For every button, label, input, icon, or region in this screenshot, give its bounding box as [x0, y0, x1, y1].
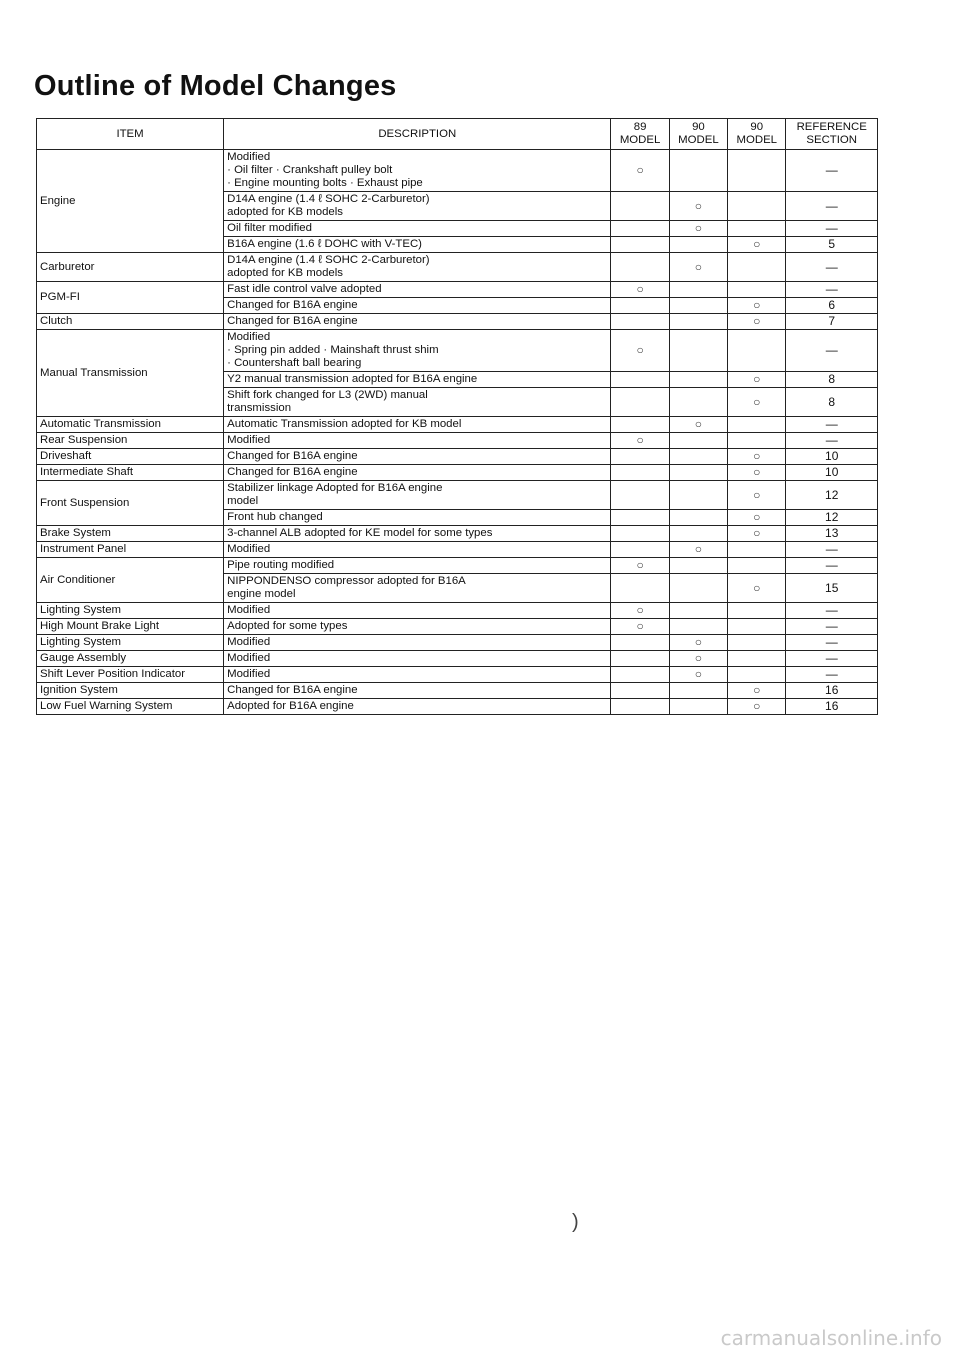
header-89-model [611, 119, 669, 150]
description-line: transmission [227, 402, 292, 414]
mark-89-model [611, 314, 669, 330]
description-line: B16A engine (1.6 ℓ DOHC with V-TEC) [227, 238, 422, 250]
description-line: adopted for KB models [227, 206, 343, 218]
reference-section-cell: 5 [786, 237, 878, 253]
header-section-label: SECTION [806, 134, 858, 146]
header-89-model-year: 89 [633, 121, 647, 133]
reference-section-cell: 8 [786, 388, 878, 417]
description-cell [224, 330, 611, 372]
mark-90-model-b: ○ [728, 314, 786, 330]
mark-89-model [611, 372, 669, 388]
reference-section-cell: 16 [786, 699, 878, 715]
mark-90-model-a [669, 619, 727, 635]
table-row [37, 619, 878, 635]
header-90-model-b [728, 119, 786, 150]
item-cell: Rear Suspension [37, 433, 224, 449]
description-line: Oil filter modified [227, 222, 312, 234]
description-cell [224, 465, 611, 481]
reference-section-cell: 6 [786, 298, 878, 314]
description-line: Automatic Transmission adopted for KB model [227, 418, 462, 430]
description-line: adopted for KB models [227, 267, 343, 279]
table-row [37, 558, 878, 574]
mark-89-model: ○ [611, 282, 669, 298]
reference-section-cell: — [786, 330, 878, 372]
description-line: · Countershaft ball bearing [227, 357, 362, 369]
table-header-row [37, 119, 878, 150]
mark-90-model-b: ○ [728, 237, 786, 253]
mark-90-model-b [728, 192, 786, 221]
mark-90-model-b [728, 603, 786, 619]
table-row [37, 526, 878, 542]
reference-section-cell: 8 [786, 372, 878, 388]
description-line: Adopted for some types [227, 620, 348, 632]
mark-90-model-a [669, 449, 727, 465]
table-body [37, 150, 878, 715]
description-cell [224, 298, 611, 314]
mark-90-model-a [669, 330, 727, 372]
mark-90-model-b [728, 282, 786, 298]
reference-section-cell: — [786, 558, 878, 574]
mark-90-model-b [728, 542, 786, 558]
mark-90-model-b [728, 651, 786, 667]
description-cell [224, 635, 611, 651]
mark-89-model [611, 417, 669, 433]
mark-89-model [611, 542, 669, 558]
table-row [37, 150, 878, 192]
description-line: Changed for B16A engine [227, 299, 358, 311]
mark-90-model-b [728, 221, 786, 237]
description-line: Stabilizer linkage Adopted for B16A engine [227, 482, 443, 494]
header-90-model-b-label: MODEL [736, 134, 778, 146]
reference-section-cell: 12 [786, 481, 878, 510]
table-row [37, 330, 878, 372]
description-cell [224, 253, 611, 282]
header-item: ITEM [37, 119, 224, 150]
description-cell [224, 619, 611, 635]
description-line: Modified [227, 434, 271, 446]
description-cell [224, 481, 611, 510]
footer-mark: ) [572, 1211, 579, 1233]
description-cell [224, 237, 611, 253]
reference-section-cell: — [786, 221, 878, 237]
description-line: model [227, 495, 259, 507]
mark-90-model-a [669, 574, 727, 603]
description-cell [224, 150, 611, 192]
description-cell [224, 388, 611, 417]
reference-section-cell: 16 [786, 683, 878, 699]
mark-89-model [611, 651, 669, 667]
description-line: Modified [227, 331, 271, 343]
mark-90-model-b [728, 433, 786, 449]
mark-89-model: ○ [611, 558, 669, 574]
reference-section-cell: — [786, 150, 878, 192]
description-line: Front hub changed [227, 511, 323, 523]
table-row [37, 481, 878, 510]
description-cell [224, 221, 611, 237]
mark-89-model [611, 237, 669, 253]
header-description: DESCRIPTION [224, 119, 611, 150]
table-row [37, 683, 878, 699]
description-cell [224, 282, 611, 298]
mark-90-model-b [728, 150, 786, 192]
header-90-model-a-year: 90 [692, 121, 705, 133]
description-line: 3-channel ALB adopted for KE model for some types [227, 527, 493, 539]
mark-89-model [611, 481, 669, 510]
reference-section-cell: 10 [786, 465, 878, 481]
description-line: Modified [227, 652, 271, 664]
reference-section-cell: — [786, 192, 878, 221]
table-row [37, 603, 878, 619]
mark-89-model: ○ [611, 619, 669, 635]
item-cell: Low Fuel Warning System [37, 699, 224, 715]
mark-90-model-b: ○ [728, 683, 786, 699]
item-cell: Ignition System [37, 683, 224, 699]
mark-90-model-b [728, 558, 786, 574]
description-line: Pipe routing modified [227, 559, 335, 571]
reference-section-cell: 10 [786, 449, 878, 465]
mark-90-model-a: ○ [669, 417, 727, 433]
description-line: Modified [227, 151, 271, 163]
mark-89-model: ○ [611, 433, 669, 449]
mark-90-model-b: ○ [728, 699, 786, 715]
reference-section-cell: — [786, 433, 878, 449]
mark-90-model-b: ○ [728, 372, 786, 388]
item-cell: Automatic Transmission [37, 417, 224, 433]
header-reference-section [786, 119, 878, 150]
mark-90-model-a: ○ [669, 651, 727, 667]
description-cell [224, 314, 611, 330]
mark-89-model [611, 221, 669, 237]
item-cell: Shift Lever Position Indicator [37, 667, 224, 683]
table-row [37, 651, 878, 667]
item-cell: Engine [37, 150, 224, 253]
description-line: Changed for B16A engine [227, 684, 358, 696]
table-row [37, 699, 878, 715]
mark-90-model-b: ○ [728, 298, 786, 314]
description-line: D14A engine (1.4 ℓ SOHC 2-Carburetor) [227, 254, 430, 266]
mark-89-model [611, 298, 669, 314]
mark-90-model-b [728, 253, 786, 282]
description-line: · Spring pin added · Mainshaft thrust shim [227, 344, 439, 356]
description-cell [224, 542, 611, 558]
header-reference-label: REFERENCE [796, 121, 867, 133]
mark-90-model-a [669, 388, 727, 417]
description-cell [224, 372, 611, 388]
mark-89-model [611, 699, 669, 715]
header-89-model-label: MODEL [619, 134, 661, 146]
description-cell [224, 699, 611, 715]
table-row [37, 635, 878, 651]
description-line: · Oil filter · Crankshaft pulley bolt [227, 164, 393, 176]
mark-90-model-a [669, 699, 727, 715]
item-cell: Front Suspension [37, 481, 224, 526]
description-cell [224, 603, 611, 619]
item-cell: High Mount Brake Light [37, 619, 224, 635]
mark-90-model-a [669, 558, 727, 574]
mark-90-model-a: ○ [669, 635, 727, 651]
reference-section-cell: 15 [786, 574, 878, 603]
mark-89-model [611, 635, 669, 651]
item-cell: Instrument Panel [37, 542, 224, 558]
table-row [37, 542, 878, 558]
table-row [37, 433, 878, 449]
mark-90-model-a [669, 510, 727, 526]
description-cell [224, 574, 611, 603]
mark-90-model-b: ○ [728, 481, 786, 510]
mark-90-model-a [669, 314, 727, 330]
mark-90-model-a [669, 298, 727, 314]
reference-section-cell: 7 [786, 314, 878, 330]
mark-89-model [611, 253, 669, 282]
mark-89-model [611, 510, 669, 526]
reference-section-cell: — [786, 417, 878, 433]
mark-89-model [611, 449, 669, 465]
mark-90-model-a [669, 683, 727, 699]
mark-90-model-b [728, 635, 786, 651]
description-line: Changed for B16A engine [227, 450, 358, 462]
description-line: Adopted for B16A engine [227, 700, 354, 712]
mark-90-model-a [669, 282, 727, 298]
mark-90-model-a [669, 372, 727, 388]
item-cell: Intermediate Shaft [37, 465, 224, 481]
description-line: D14A engine (1.4 ℓ SOHC 2-Carburetor) [227, 193, 430, 205]
mark-90-model-b: ○ [728, 510, 786, 526]
description-cell [224, 417, 611, 433]
mark-89-model: ○ [611, 150, 669, 192]
reference-section-cell: — [786, 651, 878, 667]
reference-section-cell: 13 [786, 526, 878, 542]
mark-90-model-b [728, 417, 786, 433]
item-cell: Brake System [37, 526, 224, 542]
mark-90-model-b: ○ [728, 574, 786, 603]
header-90-model-b-year: 90 [750, 121, 764, 133]
description-cell [224, 667, 611, 683]
mark-90-model-a: ○ [669, 542, 727, 558]
table-row [37, 449, 878, 465]
description-line: Y2 manual transmission adopted for B16A engine [227, 373, 478, 385]
description-line: Modified [227, 543, 271, 555]
reference-section-cell: — [786, 635, 878, 651]
mark-90-model-a [669, 465, 727, 481]
mark-89-model: ○ [611, 603, 669, 619]
reference-section-cell: 12 [786, 510, 878, 526]
watermark: carmanualsonline.info [720, 1326, 942, 1350]
table-row [37, 282, 878, 298]
description-line: Modified [227, 604, 271, 616]
mark-90-model-b: ○ [728, 526, 786, 542]
mark-89-model [611, 388, 669, 417]
reference-section-cell: — [786, 667, 878, 683]
mark-89-model [611, 667, 669, 683]
item-cell: Gauge Assembly [37, 651, 224, 667]
description-cell [224, 558, 611, 574]
page-title: Outline of Model Changes [34, 70, 397, 102]
mark-90-model-a: ○ [669, 667, 727, 683]
mark-90-model-a: ○ [669, 253, 727, 282]
description-line: · Engine mounting bolts · Exhaust pipe [227, 177, 423, 189]
item-cell: Driveshaft [37, 449, 224, 465]
mark-90-model-a [669, 603, 727, 619]
description-cell [224, 683, 611, 699]
mark-89-model [611, 526, 669, 542]
description-line: Changed for B16A engine [227, 466, 358, 478]
item-cell: Lighting System [37, 603, 224, 619]
item-cell: PGM-FI [37, 282, 224, 314]
mark-90-model-b: ○ [728, 465, 786, 481]
description-cell [224, 192, 611, 221]
description-line: Modified [227, 668, 271, 680]
description-line: Changed for B16A engine [227, 315, 358, 327]
mark-90-model-a: ○ [669, 221, 727, 237]
item-cell: Manual Transmission [37, 330, 224, 417]
table-row [37, 667, 878, 683]
mark-90-model-a [669, 150, 727, 192]
header-90-model-a-label: MODEL [678, 134, 719, 146]
mark-89-model: ○ [611, 330, 669, 372]
mark-90-model-b: ○ [728, 388, 786, 417]
item-cell: Clutch [37, 314, 224, 330]
description-cell [224, 526, 611, 542]
table-row [37, 253, 878, 282]
mark-90-model-a [669, 526, 727, 542]
description-line: Shift fork changed for L3 (2WD) manual [227, 389, 428, 401]
reference-section-cell: — [786, 542, 878, 558]
table-row [37, 465, 878, 481]
model-changes-table [36, 118, 878, 715]
mark-89-model [611, 683, 669, 699]
description-line: Fast idle control valve adopted [227, 283, 382, 295]
item-cell: Lighting System [37, 635, 224, 651]
description-line: Modified [227, 636, 271, 648]
mark-90-model-b [728, 619, 786, 635]
mark-89-model [611, 465, 669, 481]
model-changes-table-wrapper [36, 118, 878, 715]
description-cell [224, 510, 611, 526]
mark-90-model-a [669, 237, 727, 253]
reference-section-cell: — [786, 603, 878, 619]
mark-90-model-b [728, 667, 786, 683]
description-cell [224, 433, 611, 449]
table-row [37, 314, 878, 330]
mark-90-model-b: ○ [728, 449, 786, 465]
reference-section-cell: — [786, 619, 878, 635]
table-row [37, 417, 878, 433]
description-line: NIPPONDENSO compressor adopted for B16A [227, 575, 466, 587]
item-cell: Carburetor [37, 253, 224, 282]
mark-90-model-a [669, 481, 727, 510]
item-cell: Air Conditioner [37, 558, 224, 603]
mark-90-model-a: ○ [669, 192, 727, 221]
description-cell [224, 651, 611, 667]
description-cell [224, 449, 611, 465]
mark-90-model-b [728, 330, 786, 372]
mark-90-model-a [669, 433, 727, 449]
reference-section-cell: — [786, 282, 878, 298]
description-line: engine model [227, 588, 296, 600]
mark-89-model [611, 192, 669, 221]
reference-section-cell: — [786, 253, 878, 282]
mark-89-model [611, 574, 669, 603]
header-90-model-a [669, 119, 727, 150]
